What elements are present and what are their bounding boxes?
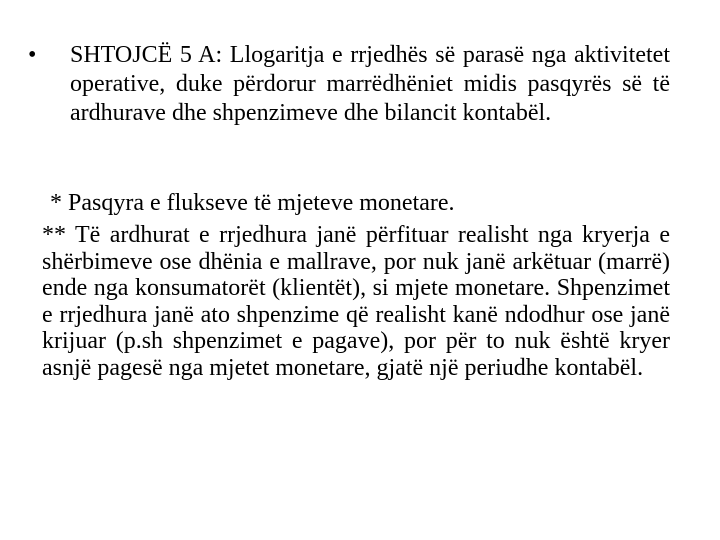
bullet-symbol: • — [28, 42, 37, 68]
bullet-text: SHTOJCË 5 A: Llogaritja e rrjedhës së parasë nga aktivitetet operative, duke përdorur marrëdhëniet midis pasqyrës së të ardhurave dhe shpenzimeve dhe bilancit kontabël. — [70, 42, 670, 126]
footnote-double-asterisk: ** Të ardhurat e rrjedhura janë përfituar realisht nga kryerja e shërbimeve ose dhënia e mallrave, por nuk janë arkëtuar (marrë) ende nga konsumatorët (klientët), si mjete monetare. Shpenzimet e rrjedhura janë ato shpenzime që realisht kanë ndodhur ose janë krijuar (p.sh shpenzimet e pagave), por për to nuk është kryer asnjë pagesë nga mjetet monetare, gjatë një periudhe kontabël. — [42, 222, 670, 381]
footnote-single-asterisk: * Pasqyra e flukseve të mjeteve monetare. — [50, 190, 455, 216]
bullet-item — [28, 41, 670, 128]
